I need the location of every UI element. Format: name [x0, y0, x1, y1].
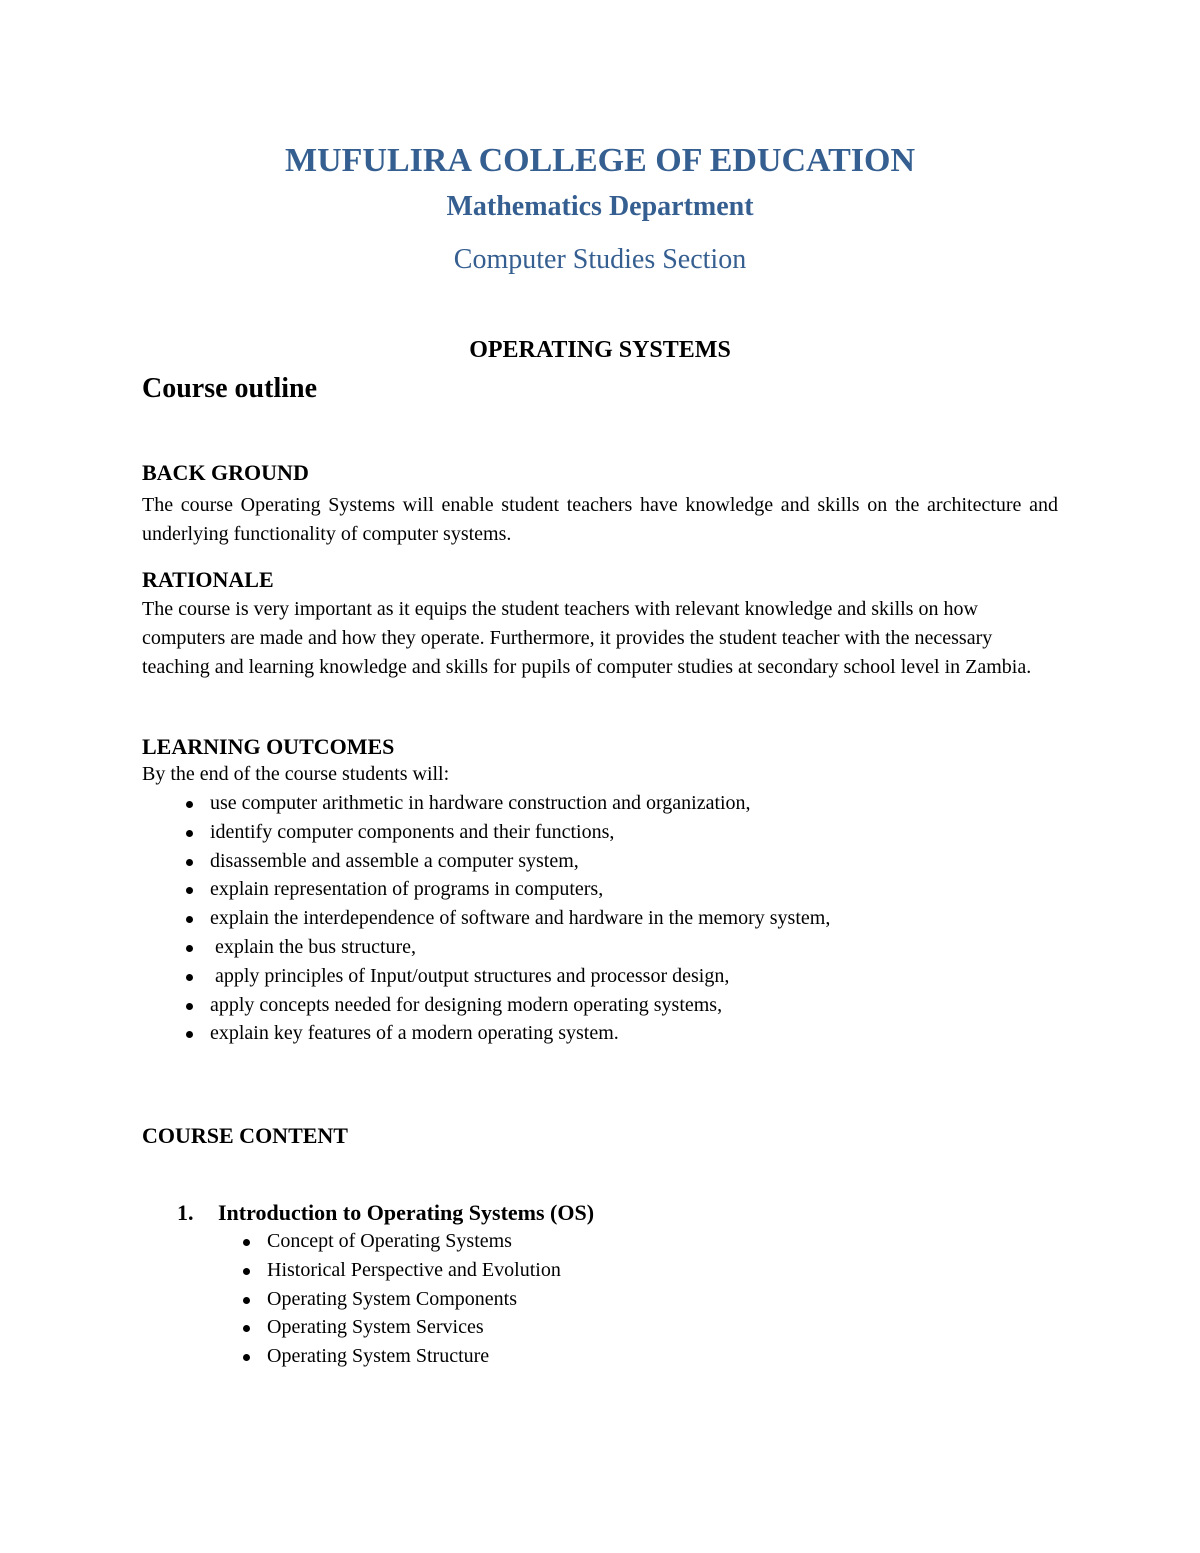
list-item-text: explain key features of a modern operating system. [210, 1022, 619, 1045]
section-name: Computer Studies Section [453, 244, 747, 275]
background-heading: BACK GROUND [142, 460, 309, 485]
bullet-icon [186, 1003, 193, 1010]
bullet-icon [186, 830, 193, 837]
topic-heading [177, 1199, 594, 1227]
list-item-text: identify computer components and their functions, [210, 820, 615, 843]
list-item-text: use computer arithmetic in hardware construction and organization, [210, 792, 751, 814]
list-item [142, 847, 830, 876]
list-item [142, 904, 830, 933]
learning-outcomes-list [142, 789, 830, 1048]
list-item-text: Historical Perspective and Evolution [267, 1258, 561, 1281]
topic-title: Introduction to Operating Systems (OS) [218, 1200, 595, 1225]
list-item-text: Operating System Structure [267, 1345, 490, 1368]
rationale-heading: RATIONALE [142, 567, 274, 592]
topic-subitems-list [199, 1227, 561, 1371]
list-item [199, 1256, 561, 1285]
bullet-icon [186, 859, 193, 866]
list-item [199, 1342, 561, 1371]
list-item-text: apply concepts needed for designing modern operating systems, [210, 993, 723, 1016]
bullet-icon [243, 1239, 250, 1246]
bullet-icon [186, 945, 193, 952]
list-item-text: explain the interdependence of software and hardware in the memory system, [210, 907, 831, 930]
bullet-icon [186, 916, 193, 923]
background-text: The course Operating Systems will enable student teachers have knowledge and skills on the architecture and underlying functionality of computer systems. [142, 494, 1058, 545]
list-item [142, 818, 830, 847]
list-item [199, 1285, 561, 1314]
list-item-text: apply principles of Input/output structures and processor design, [210, 964, 730, 987]
list-item [142, 962, 830, 991]
list-item [142, 991, 830, 1020]
bullet-icon [186, 1031, 193, 1038]
bullet-icon [186, 887, 193, 894]
list-item-text: Concept of Operating Systems [267, 1230, 512, 1252]
department-name: Mathematics Department [446, 191, 754, 222]
rationale-text: The course is very important as it equips the student teachers with relevant knowledge and skills on how computers are made and how they operate. Furthermore, it provides the student teacher with the necessary teaching and learning knowledge and skills for pupils of computer studies at secondary school level in Zambia. [142, 598, 1032, 678]
institution-title: MUFULIRA COLLEGE OF EDUCATION [285, 142, 915, 179]
list-item-text: Operating System Services [267, 1316, 484, 1339]
list-item-text: explain the bus structure, [210, 935, 417, 958]
list-item [142, 789, 830, 818]
list-item-text: Operating System Components [267, 1287, 517, 1310]
list-item [142, 875, 830, 904]
list-item [142, 933, 830, 962]
bullet-icon [243, 1297, 250, 1304]
list-item [199, 1227, 561, 1256]
list-item [199, 1313, 561, 1342]
course-content-heading: COURSE CONTENT [142, 1123, 348, 1148]
list-item-text: disassemble and assemble a computer system, [210, 849, 579, 872]
list-item-text: explain representation of programs in computers, [210, 878, 604, 901]
learning-outcomes-heading: LEARNING OUTCOMES [142, 734, 395, 759]
bullet-icon [243, 1354, 250, 1361]
topic-number: 1. [177, 1200, 194, 1225]
course-title: OPERATING SYSTEMS [469, 337, 731, 363]
bullet-icon [243, 1325, 250, 1332]
bullet-icon [243, 1268, 250, 1275]
learning-outcomes-intro: By the end of the course students will: [142, 763, 450, 785]
list-item [142, 1019, 830, 1048]
course-outline-heading: Course outline [142, 373, 317, 404]
bullet-icon [186, 801, 193, 808]
bullet-icon [186, 974, 193, 981]
